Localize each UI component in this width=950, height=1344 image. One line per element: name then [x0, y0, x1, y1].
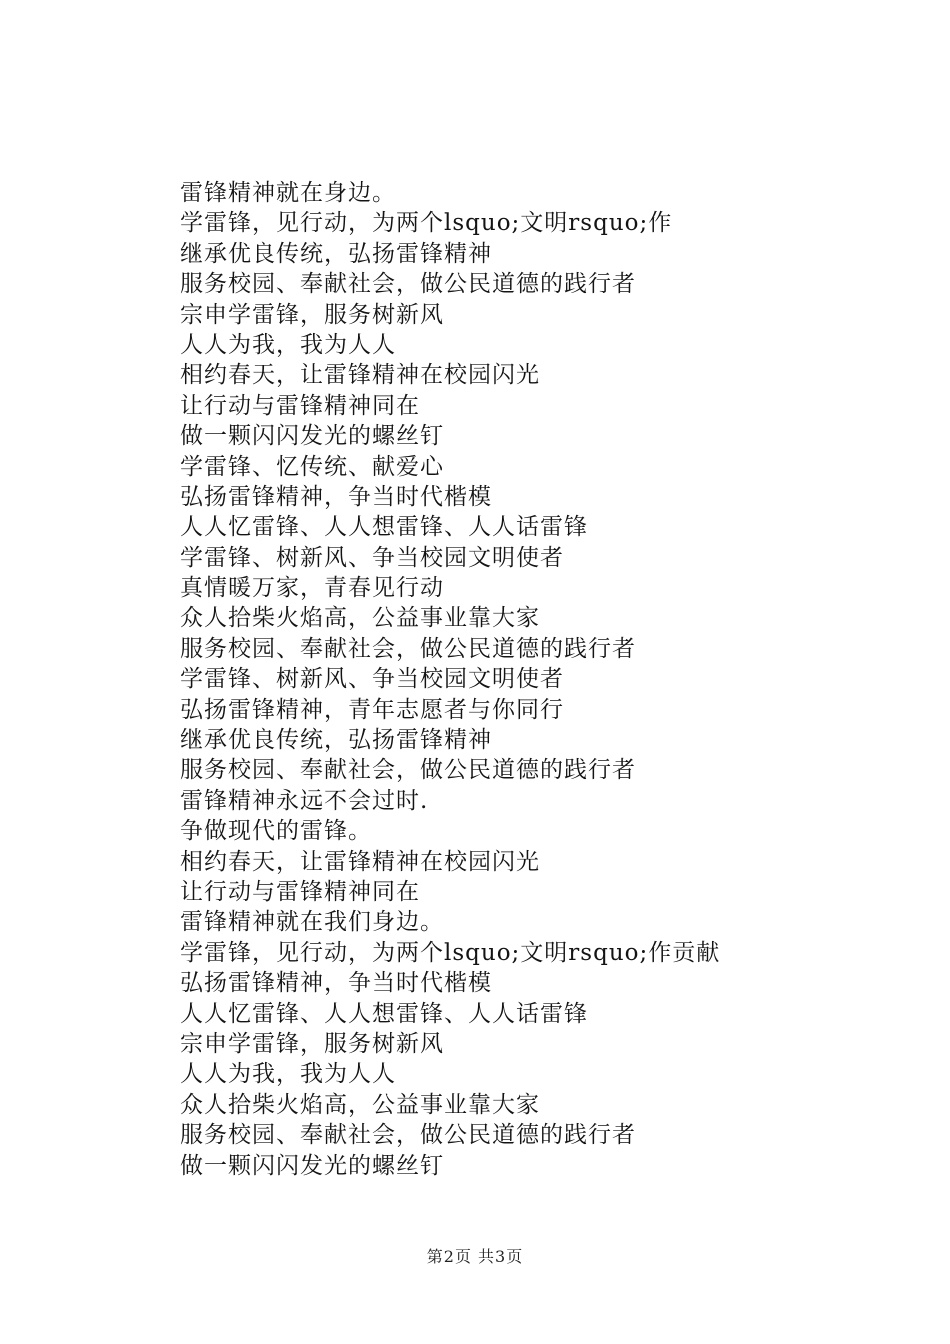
text-line: 雷锋精神就在我们身边。: [180, 909, 444, 936]
text-line: 真情暖万家，青春见行动: [180, 575, 444, 602]
text-line: 服务校园、奉献社会，做公民道德的践行者: [180, 757, 636, 784]
text-line: 争做现代的雷锋。: [180, 818, 372, 845]
text-line: 让行动与雷锋精神同在: [180, 878, 420, 905]
text-line: 服务校园、奉献社会，做公民道德的践行者: [180, 1122, 636, 1149]
text-line: 人人为我，我为人人: [180, 331, 396, 358]
text-line: 做一颗闪闪发光的螺丝钉: [180, 1152, 444, 1179]
text-line: 让行动与雷锋精神同在: [180, 392, 420, 419]
text-line: 学雷锋，见行动，为两个lsquo;文明rsquo;作: [180, 210, 673, 237]
text-line: 众人拾柴火焰高，公益事业靠大家: [180, 605, 540, 632]
text-line: 弘扬雷锋精神，争当时代楷模: [180, 483, 492, 510]
text-line: 学雷锋、树新风、争当校园文明使者: [180, 544, 564, 571]
text-line: 弘扬雷锋精神，青年志愿者与你同行: [180, 696, 564, 723]
text-line: 众人拾柴火焰高，公益事业靠大家: [180, 1091, 540, 1118]
page-number-footer: 第2页 共3页: [426, 1247, 524, 1266]
text-line: 雷锋精神就在身边。: [180, 180, 396, 206]
text-line: 人人忆雷锋、人人想雷锋、人人话雷锋: [180, 514, 588, 541]
text-line: 相约春天，让雷锋精神在校园闪光: [180, 848, 540, 875]
text-line: 相约春天，让雷锋精神在校园闪光: [180, 362, 540, 389]
text-line: 宗申学雷锋，服务树新风: [180, 1030, 444, 1057]
text-line: 人人为我，我为人人: [180, 1061, 396, 1088]
text-line: 服务校园、奉献社会，做公民道德的践行者: [180, 271, 636, 298]
text-line: 继承优良传统，弘扬雷锋精神: [180, 240, 492, 267]
text-line: 学雷锋、树新风、争当校园文明使者: [180, 666, 564, 693]
text-line: 做一颗闪闪发光的螺丝钉: [180, 423, 444, 450]
text-line: 学雷锋、忆传统、献爱心: [180, 453, 444, 480]
text-line: 弘扬雷锋精神，争当时代楷模: [180, 970, 492, 997]
text-line: 宗申学雷锋，服务树新风: [180, 301, 444, 328]
text-line: 雷锋精神永远不会过时.: [180, 787, 429, 814]
text-line: 学雷锋，见行动，为两个lsquo;文明rsquo;作贡献: [180, 939, 721, 966]
text-line: 服务校园、奉献社会，做公民道德的践行者: [180, 635, 636, 662]
document-body: [180, 178, 920, 1181]
text-line: 继承优良传统，弘扬雷锋精神: [180, 727, 492, 754]
text-line: 人人忆雷锋、人人想雷锋、人人话雷锋: [180, 1000, 588, 1027]
